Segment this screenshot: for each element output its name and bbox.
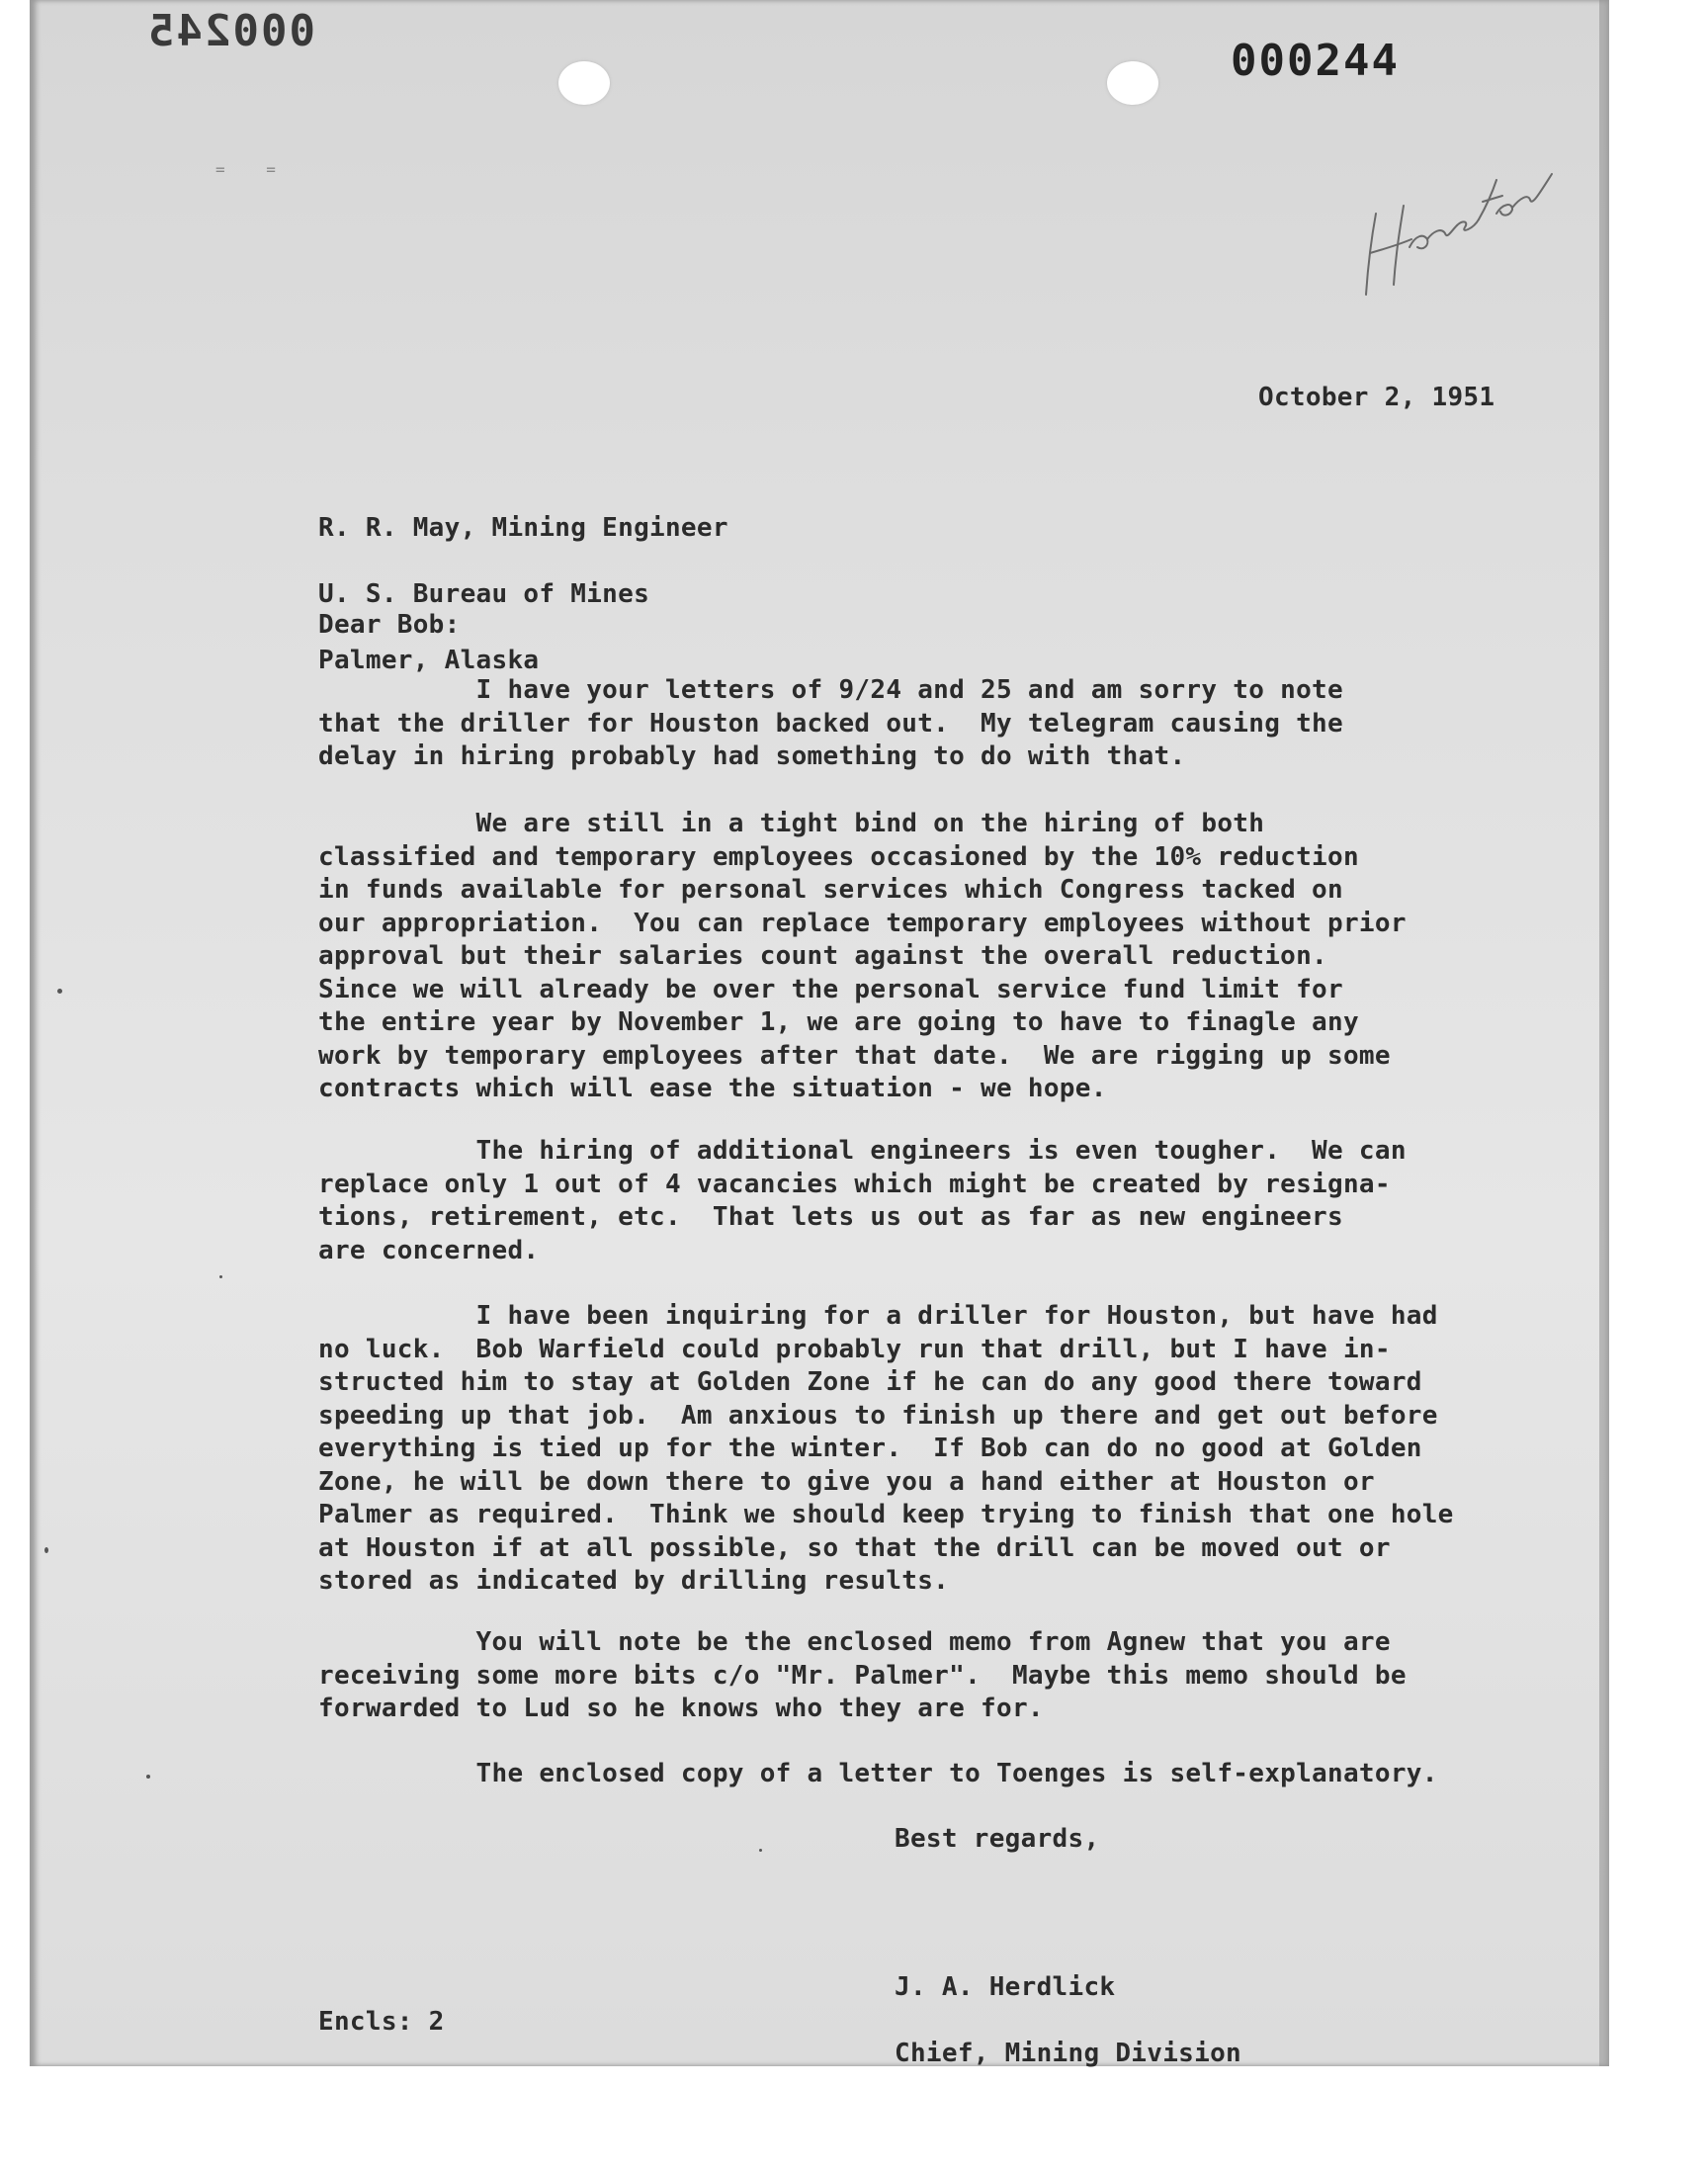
- paper-speck: [146, 1775, 150, 1779]
- tick-marks: = =: [215, 160, 292, 179]
- enclosures-note: Encls: 2: [318, 2007, 445, 2037]
- body-paragraph: I have your letters of 9/24 and 25 and am sorry to note that the driller for Houston backed out. My telegram causing the delay in hiring probably had something to do with that.: [318, 675, 1343, 771]
- page-edge-shadow: [1599, 0, 1609, 2066]
- paper-speck: [759, 1849, 762, 1852]
- handwritten-houston-note: [1354, 136, 1572, 304]
- salutation: Dear Bob:: [318, 610, 461, 640]
- address-line-location: Palmer, Alaska: [318, 645, 540, 675]
- paper-speck: [219, 1275, 222, 1278]
- body-paragraph: I have been inquiring for a driller for Houston, but have had no luck. Bob Warfield could probably run that drill, but I have in- structed him to stay at Golden Zone if he can do any good there toward speeding up that job. Am anxious to finish up there and get out before everything is tied up for the winter. If Bob can do no good at Golden Zone, he will be down there to give you a hand either at Houston or Palmer as required. Think we should keep trying to finish that one hole at Houston if at all possible, so that the drill can be moved out or stored as indicated by drilling results.: [318, 1301, 1454, 1596]
- paper-speck: [57, 989, 62, 994]
- body-paragraph: We are still in a tight bind on the hiring of both classified and temporary employees occasioned by the 10% reduction in funds available for personal services which Congress tacked on our appropriation. You can replace temporary employees without prior approval but their salaries count against the overall reduction. Since we will already be over the personal service fund limit for the entire year by November 1, we are going to have to finagle any work by temporary employees after that date. We are rigging up some contracts which will ease the situation - we hope.: [318, 809, 1407, 1103]
- address-line-name: R. R. May, Mining Engineer: [318, 512, 728, 543]
- page-number-stamp: 000244: [1231, 36, 1400, 86]
- page-number-stamp-mirrored: 000245: [146, 6, 315, 56]
- body-paragraph: You will note be the enclosed memo from Agnew that you are receiving some more bits c/o "Mr. Palmer". Maybe this memo should be forwarded to Lud so he knows who they are for.: [318, 1627, 1407, 1723]
- signature-block: [895, 1938, 1241, 2104]
- letter-date: October 2, 1951: [1258, 383, 1495, 412]
- address-line-agency: U. S. Bureau of Mines: [318, 578, 650, 609]
- signer-title: Chief, Mining Division: [895, 2038, 1241, 2068]
- body-paragraph: The enclosed copy of a letter to Toenges is self-explanatory.: [318, 1759, 1438, 1788]
- punch-hole-right: [1107, 61, 1158, 105]
- signer-name: J. A. Herdlick: [895, 1971, 1116, 2002]
- body-paragraph: The hiring of additional engineers is even tougher. We can replace only 1 out of 4 vacancies which might be created by resigna- tions, retirement, etc. That lets us out as far as new engineers are concerned.: [318, 1136, 1407, 1265]
- punch-hole-left: [558, 61, 610, 105]
- paper-speck: [44, 1547, 48, 1553]
- closing: Best regards,: [895, 1824, 1100, 1854]
